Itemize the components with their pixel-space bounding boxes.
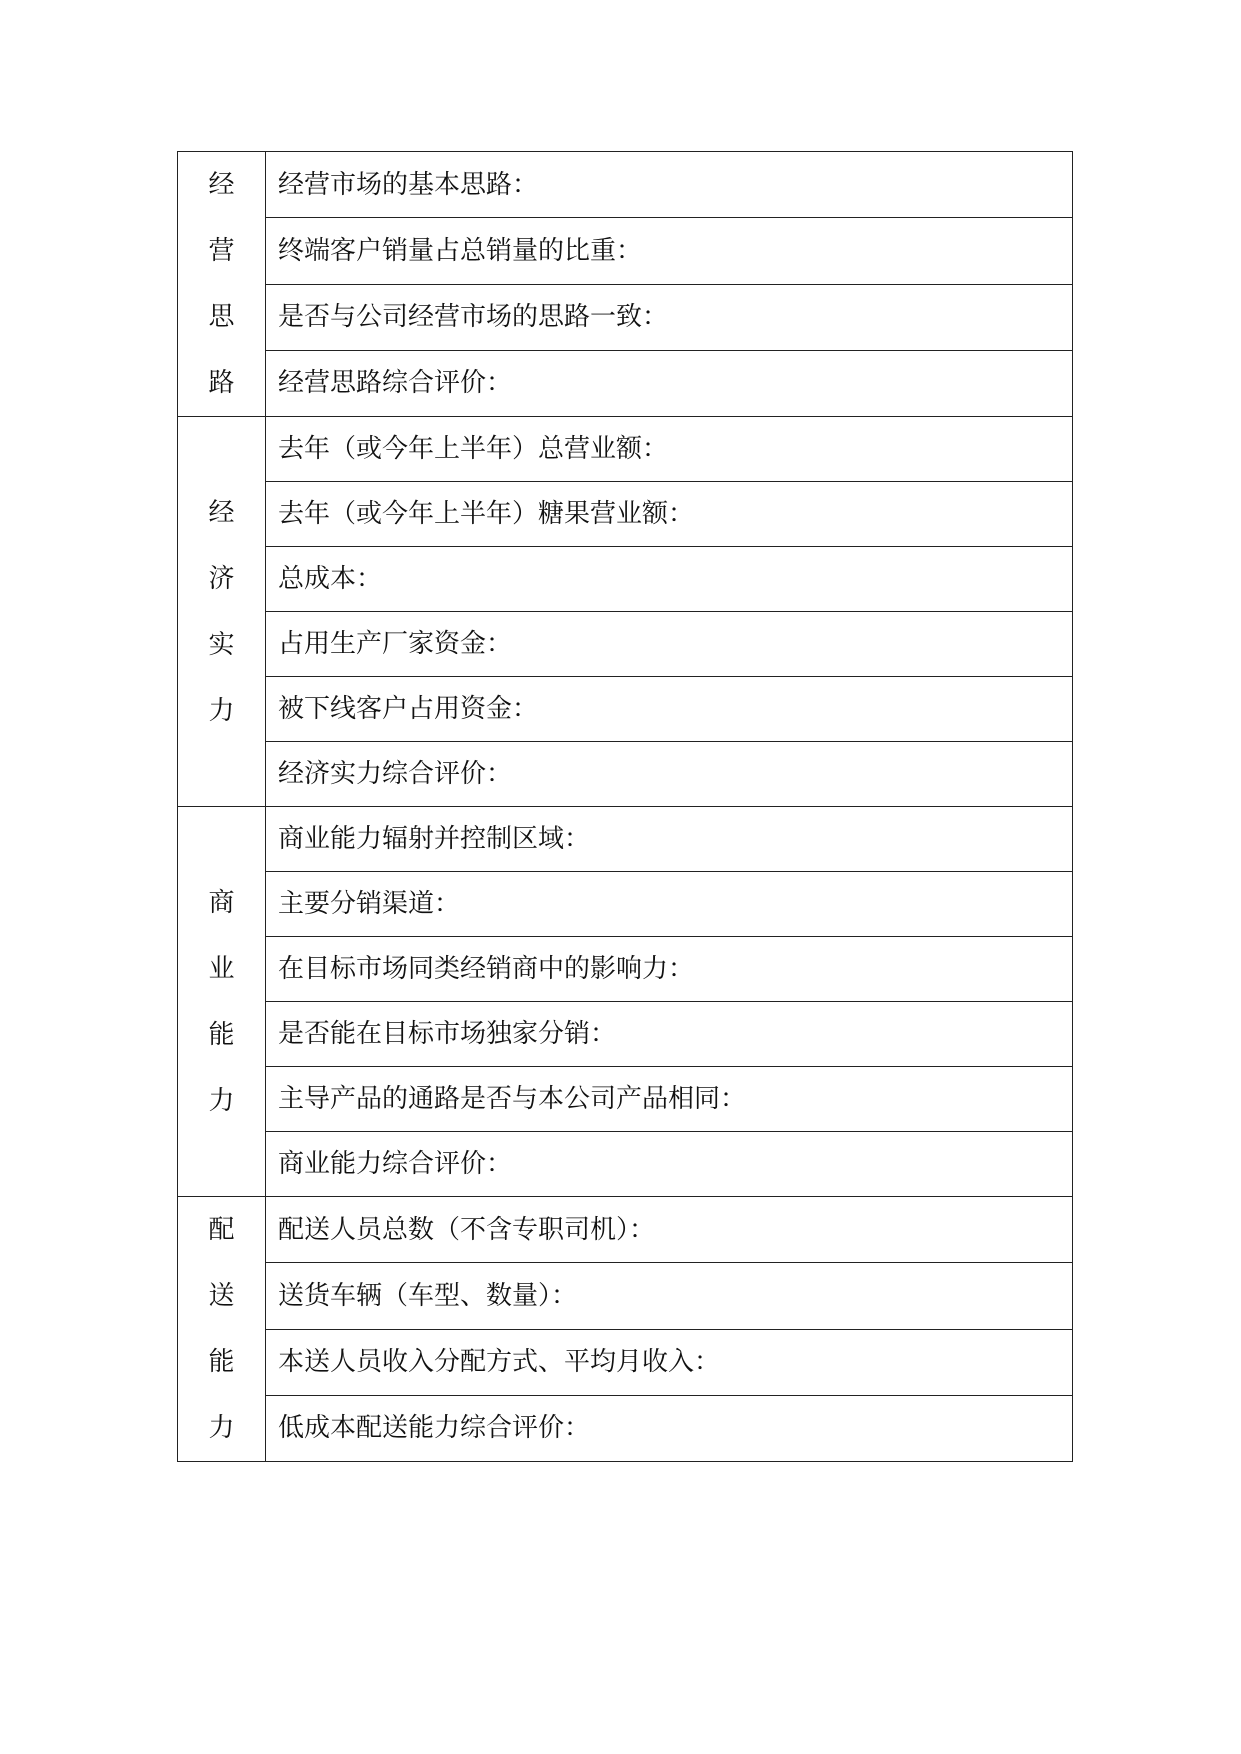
table-row <box>178 284 1073 350</box>
table-row <box>178 677 1073 742</box>
section-label-char: 济 <box>208 563 235 594</box>
table-row <box>178 1132 1073 1197</box>
item-cell[interactable]: 本送人员收入分配方式、平均月收入： <box>266 1329 1073 1395</box>
section-label-char: 路 <box>208 368 235 398</box>
section-label-char: 经 <box>208 170 235 200</box>
table-row <box>178 218 1073 284</box>
item-cell[interactable]: 主导产品的通路是否与本公司产品相同： <box>266 1067 1073 1132</box>
item-cell[interactable]: 被下线客户占用资金： <box>266 677 1073 742</box>
section-label-char: 实 <box>208 629 235 660</box>
table-row <box>178 1263 1073 1329</box>
section-label-char: 思 <box>208 302 235 332</box>
table-row <box>178 1197 1073 1263</box>
section-label-char: 业 <box>208 953 235 984</box>
section-label-char: 能 <box>208 1347 235 1377</box>
table-row <box>178 350 1073 416</box>
table-row <box>178 1067 1073 1132</box>
item-cell[interactable]: 终端客户销量占总销量的比重： <box>266 218 1073 284</box>
section-label-business-thinking <box>178 152 266 417</box>
section-label-char: 商 <box>208 887 235 918</box>
evaluation-table <box>177 151 1073 1462</box>
item-cell[interactable]: 占用生产厂家资金： <box>266 612 1073 677</box>
item-cell[interactable]: 配送人员总数（不含专职司机）： <box>266 1197 1073 1263</box>
table-row <box>178 1002 1073 1067</box>
table-row <box>178 152 1073 218</box>
table-row <box>178 612 1073 677</box>
table-row <box>178 742 1073 807</box>
table-row <box>178 807 1073 872</box>
section-label-economic-strength <box>178 417 266 807</box>
item-cell[interactable]: 是否与公司经营市场的思路一致： <box>266 284 1073 350</box>
table-row <box>178 872 1073 937</box>
section-label-char: 力 <box>208 1413 235 1443</box>
section-label-char: 经 <box>208 497 235 528</box>
section-label-char: 能 <box>208 1019 235 1050</box>
item-cell[interactable]: 送货车辆（车型、数量）： <box>266 1263 1073 1329</box>
table-row <box>178 547 1073 612</box>
section-label-char: 力 <box>208 1085 235 1116</box>
item-cell[interactable]: 去年（或今年上半年）糖果营业额： <box>266 482 1073 547</box>
section-label-char: 营 <box>208 236 235 266</box>
section-label-commercial-capability <box>178 807 266 1197</box>
item-cell[interactable]: 经济实力综合评价： <box>266 742 1073 807</box>
table-row <box>178 417 1073 482</box>
section-label-char: 配 <box>208 1215 235 1245</box>
table-row <box>178 937 1073 1002</box>
table-row <box>178 482 1073 547</box>
section-label-char: 送 <box>208 1281 235 1311</box>
table-row <box>178 1395 1073 1461</box>
item-cell[interactable]: 主要分销渠道： <box>266 872 1073 937</box>
section-label-delivery-capability <box>178 1197 266 1462</box>
item-cell[interactable]: 在目标市场同类经销商中的影响力： <box>266 937 1073 1002</box>
item-cell[interactable]: 经营思路综合评价： <box>266 350 1073 416</box>
item-cell[interactable]: 经营市场的基本思路： <box>266 152 1073 218</box>
item-cell[interactable]: 去年（或今年上半年）总营业额： <box>266 417 1073 482</box>
section-label-char: 力 <box>208 695 235 726</box>
item-cell[interactable]: 低成本配送能力综合评价： <box>266 1395 1073 1461</box>
item-cell[interactable]: 商业能力综合评价： <box>266 1132 1073 1197</box>
item-cell[interactable]: 总成本： <box>266 547 1073 612</box>
table-row <box>178 1329 1073 1395</box>
item-cell[interactable]: 商业能力辐射并控制区域： <box>266 807 1073 872</box>
item-cell[interactable]: 是否能在目标市场独家分销： <box>266 1002 1073 1067</box>
